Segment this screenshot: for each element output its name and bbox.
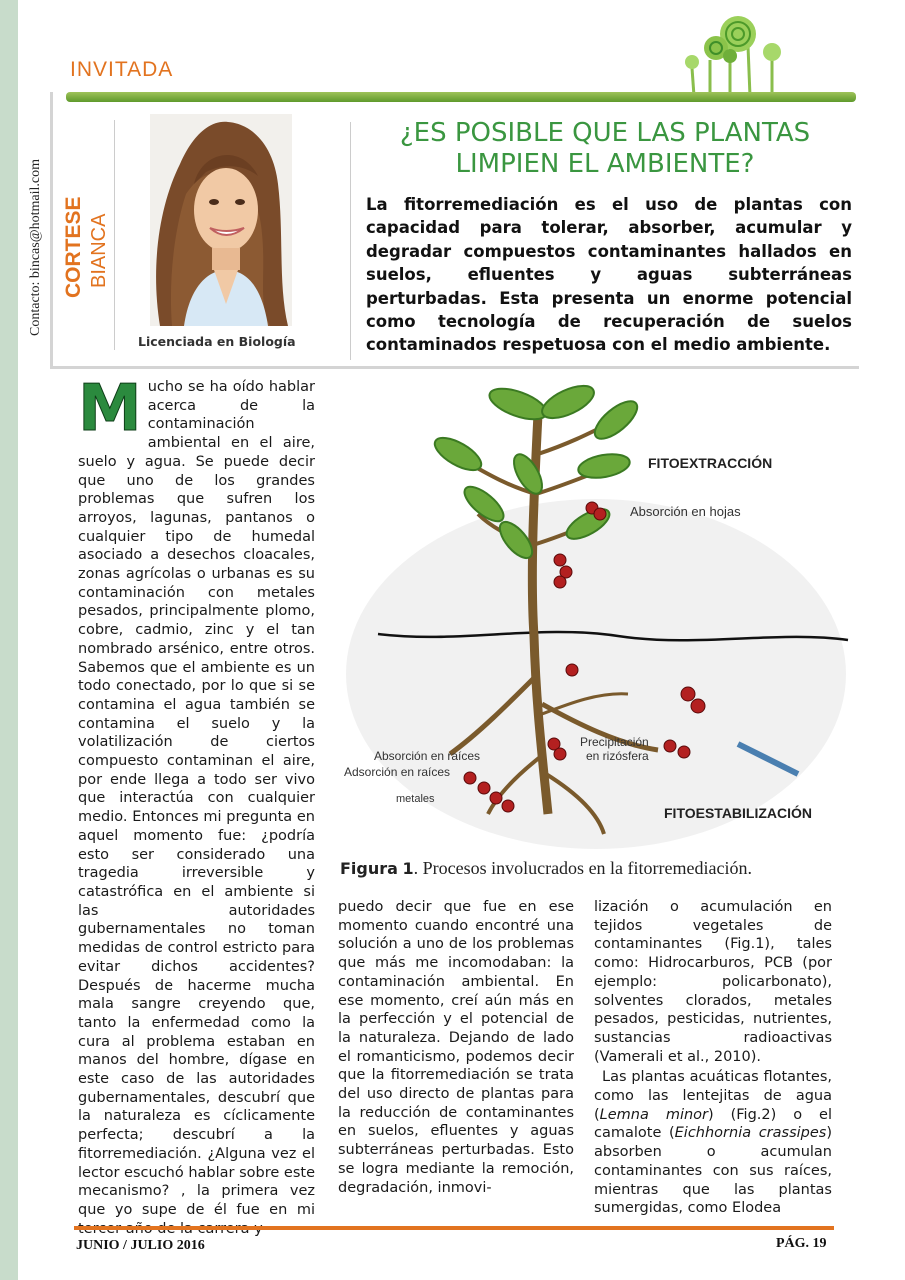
label-metals: metales bbox=[396, 793, 435, 805]
author-last-name: CORTESE bbox=[62, 196, 85, 298]
figure-1-phytoremediation-diagram bbox=[338, 374, 854, 852]
figure-caption bbox=[340, 858, 752, 879]
label-phytoextraction: FITOEXTRACCIÓN bbox=[648, 455, 773, 471]
drop-cap: M bbox=[78, 372, 142, 446]
trees-logo-icon bbox=[678, 12, 788, 98]
left-margin-bar bbox=[0, 0, 18, 1280]
label-leaf-absorption: Absorción en hojas bbox=[630, 504, 741, 519]
caption-figure-label: Figura bbox=[340, 859, 398, 878]
contact-email: Contacto: bincas@hotmail.com bbox=[28, 159, 43, 336]
author-first-name: BIANCA bbox=[88, 213, 110, 288]
title-line-2: LIMPIEN EL AMBIENTE? bbox=[455, 149, 755, 179]
label-precipitation-2: en rizósfera bbox=[586, 749, 649, 763]
label-root-adsorption: Adsorción en raíces bbox=[344, 765, 451, 779]
body-paragraph: Las plantas acuáticas flotantes, como las lentejitas de agua (Lemna minor) (Fig.2) o el camalote (Eichhornia crassipes) absorben o acumulan contaminantes con sus raíces, mientras que las plantas sumergidas, como Elodea bbox=[594, 1069, 832, 1217]
body-paragraph: puedo decir que fue en ese momento cuando encontré una solución a uno de los problemas que más me incomodaban: la contaminación ambiental. En ese momento, creí aún más en la perfección y el potencial de la naturaleza. Dejando de lado el romanticismo, podemos decir que la fitorremediación se trata del uso directo de plantas para la reducción de contaminantes en suelos, efluentes y aguas subterráneas perturbadas. Esto se logra mediante la remoción, degradación, inmovi- bbox=[338, 899, 574, 1196]
author-photo bbox=[150, 114, 292, 326]
caption-figure-number: 1 bbox=[402, 859, 414, 878]
author-role: Licenciada en Biología bbox=[138, 334, 296, 349]
caption-text: . Procesos involucrados en la fitorremediación. bbox=[413, 858, 752, 878]
body-paragraph: lización o acumulación en tejidos vegetales de contaminantes (Fig.1), tales como: Hidrocarburos, PCB (por ejemplo: policarbonato), solventes clorados, metales pesados, pesticidas, nutrientes, sustancias radioactivas (Vamerali et al., 2010). bbox=[594, 899, 832, 1065]
body-column-2 bbox=[338, 898, 574, 1213]
label-root-absorption: Absorción en raíces bbox=[374, 749, 481, 763]
article-lead: La fitorremediación es el uso de plantas con capacidad para tolerar, absorber, acumular y degradar compuestos contaminantes hallados en suelos, efluentes y aguas subterráneas perturbadas. Esta presenta un enorme potencial como tecnología de recuperación de suelos contaminados respetuosa con el medio ambiente. bbox=[366, 195, 852, 355]
issue-date: JUNIO / JULIO 2016 bbox=[76, 1238, 205, 1253]
author-name bbox=[58, 120, 115, 350]
label-phytostabilization: FITOESTABILIZACIÓN bbox=[664, 805, 813, 821]
footer-rule bbox=[74, 1226, 834, 1230]
header-divider bbox=[350, 122, 351, 360]
body-column-3 bbox=[594, 898, 832, 1217]
page-number: PÁG. 19 bbox=[776, 1236, 827, 1251]
title-line-1: ¿ES POSIBLE QUE LAS PLANTAS bbox=[399, 118, 811, 148]
section-label: INVITADA bbox=[70, 58, 174, 81]
body-paragraph: ucho se ha oído hablar acerca de la contaminación ambiental en el aire, suelo y agua. Se puede decir que uno de los grandes problemas que sufren los arroyos, lagunas, pantanos o cualquier tipo de humedal asociado a desechos cloacales, zonas agrícolas o urbanas es su contaminación con metales pesados, principalmente plomo, cobre, cadmio, zinc y el tan nombrado arsénico, entre otros. Sabemos que el ambiente es un todo conectado, por lo que si se contamina el agua también se contamina el suelo y la volatilización de ciertos compuesto contaminan el aire, por ende llega a todo ser vivo que interactúa con cualquier medio. Entonces mi pregunta en aquel momento fue: ¿podría esto ser considerado una tragedia irreversible y catastrófica en el ambiente si las autoridades gubernamentales no toman medidas de control estricto para evitar dichos accidentes? Después de hacerme mucha mala sangre creyendo que, tanto la enfermedad como la cura al problema estaban en manos del hombre, dígase en este caso de las autoridades gubernamentales, descubrí que la naturaleza es cíclicamente perfecta; descubrí a la fitorremediación. ¿Alguna vez el lector escuchó hablar sobre este mecanismo? , la primera vez que yo supe de él fue en mi bbox=[78, 379, 315, 1218]
body-column-1 bbox=[78, 372, 315, 1218]
article-title bbox=[360, 118, 850, 180]
label-precipitation-1: Precipitación bbox=[580, 735, 649, 749]
